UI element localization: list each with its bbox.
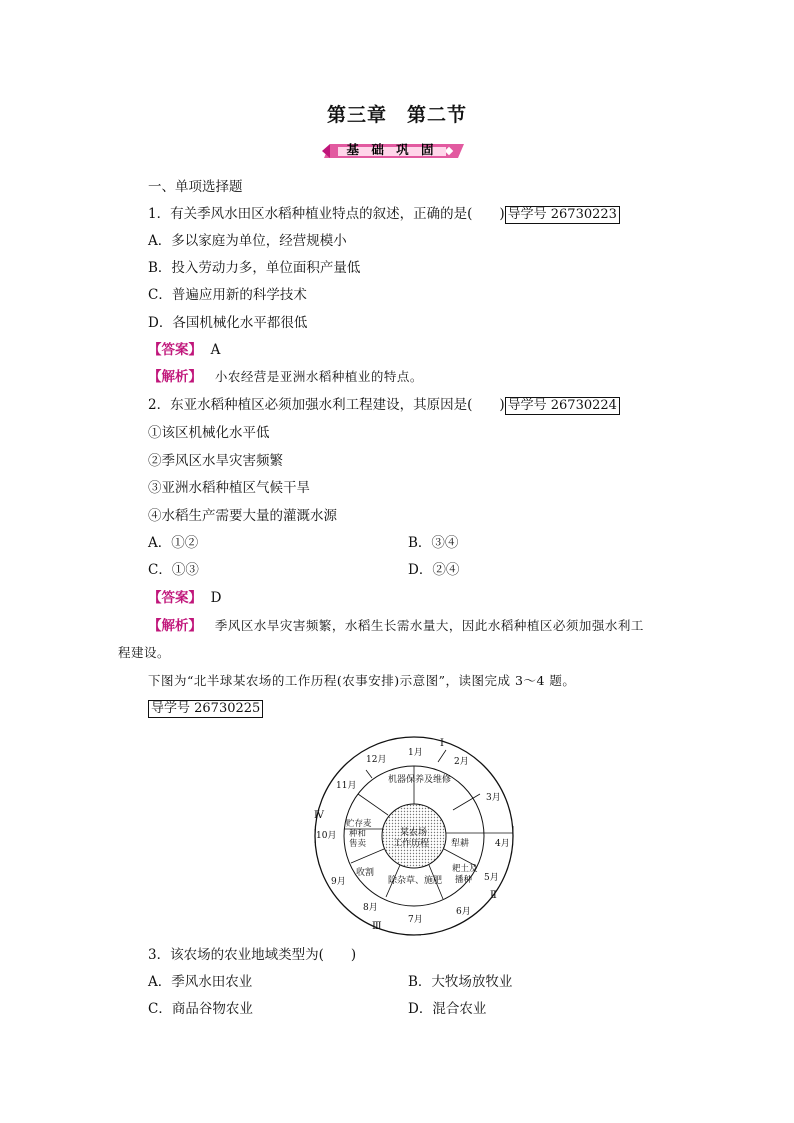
month-label-7: 7月: [408, 915, 423, 925]
q2-answer-value: D: [210, 590, 222, 606]
month-label-10: 10月: [316, 831, 337, 841]
task-maintenance: 机器保养及维修: [388, 775, 452, 785]
task-store-line1: 贮存麦: [346, 819, 372, 829]
q2-option-b: B．③④: [408, 535, 459, 551]
q2-item-2: ②季风区水旱灾害频繁: [148, 453, 283, 469]
q2-stem: [148, 396, 620, 415]
quadrant-1: Ⅰ: [440, 738, 444, 749]
q2-answer: [148, 589, 221, 607]
answer-tag: 【答案】: [148, 342, 202, 358]
task-store-line2: 种和: [349, 829, 367, 839]
task-harrow-line1: 耙土及: [452, 864, 478, 874]
quadrant-4: Ⅳ: [314, 810, 324, 821]
q3-option-d: D．混合农业: [408, 1001, 487, 1017]
q2-item-3: ③亚洲水稻种植区气候干旱: [148, 480, 310, 496]
month-label-9: 9月: [331, 877, 346, 887]
q3-option-c: C．商品谷物农业: [148, 1001, 253, 1017]
q1-answer: [148, 341, 220, 359]
center-label-line1: 某农场: [400, 828, 428, 838]
analysis-tag: 【解析】: [148, 369, 202, 385]
figure-guide-number: 导学号 26730225: [148, 700, 263, 718]
page-title: 第三章 第二节: [326, 104, 467, 126]
task-plowing: 犁耕: [451, 839, 470, 849]
q2-option-d: D．②④: [408, 562, 460, 578]
q2-guide-number: 导学号 26730224: [505, 397, 620, 415]
q1-option-a: A．多以家庭为单位，经营规模小: [148, 233, 347, 249]
q1-analysis-text: 小农经营是亚洲水稻种植业的特点。: [214, 369, 423, 384]
task-weeding: 除杂草、施肥: [388, 876, 443, 886]
q3-option-b: B．大牧场放牧业: [408, 974, 513, 990]
farm-calendar-diagram: [304, 732, 524, 938]
quadrant-2: Ⅱ: [490, 890, 497, 901]
answer-tag: 【答案】: [148, 590, 202, 606]
month-label-8: 8月: [363, 903, 378, 913]
q1-guide-number: 导学号 26730223: [505, 206, 620, 224]
quadrant-3: Ⅲ: [372, 921, 382, 932]
q3-option-a: A．季风水田农业: [148, 974, 253, 990]
center-label-line2: 工作历程: [393, 839, 430, 849]
q2-item-4: ④水稻生产需要大量的灌溉水源: [148, 508, 337, 524]
section-heading: 一、单项选择题: [148, 179, 243, 195]
month-label-5: 5月: [484, 873, 499, 883]
q3-stem: 3．该农场的农业地域类型为( ): [148, 947, 357, 963]
q2-analysis-text-line2: 程建设。: [118, 645, 171, 660]
analysis-tag: 【解析】: [148, 618, 202, 634]
figure-intro: 下图为“北半球某农场的工作历程(农事安排)示意图”，读图完成 3～4 题。: [148, 673, 576, 688]
q1-analysis: [148, 368, 423, 386]
q1-option-d: D．各国机械化水平都很低: [148, 315, 308, 331]
q1-stem: [148, 205, 620, 224]
q1-option-c: C．普遍应用新的科学技术: [148, 287, 307, 303]
q1-option-b: B．投入劳动力多，单位面积产量低: [148, 260, 361, 276]
banner-label: 基 础 巩 固: [346, 142, 438, 157]
month-label-11: 11月: [336, 781, 357, 791]
task-harrow-line2: 播种: [455, 875, 473, 885]
q2-analysis-text-line1: 季风区水旱灾害频繁，水稻生长需水量大，因此水稻种植区必须加强水利工: [214, 618, 644, 633]
task-store-line3: 售卖: [349, 839, 367, 849]
q2-item-1: ①该区机械化水平低: [148, 425, 270, 441]
q2-analysis: [148, 617, 644, 635]
month-label-6: 6月: [456, 907, 471, 917]
month-label-4: 4月: [495, 839, 510, 849]
month-label-3: 3月: [486, 793, 501, 803]
month-label-12: 12月: [366, 755, 387, 765]
month-label-1: 1月: [408, 748, 423, 758]
q1-answer-value: A: [210, 342, 221, 358]
task-harvest: 收割: [356, 868, 375, 878]
q1-stem-text: 1．有关季风水田区水稻种植业特点的叙述，正确的是( ): [148, 206, 505, 222]
q2-option-c: C．①③: [148, 562, 199, 578]
q2-option-a: A．①②: [148, 535, 199, 551]
month-label-2: 2月: [454, 757, 469, 767]
q2-stem-text: 2．东亚水稻种植区必须加强水利工程建设，其原因是( ): [148, 397, 505, 413]
